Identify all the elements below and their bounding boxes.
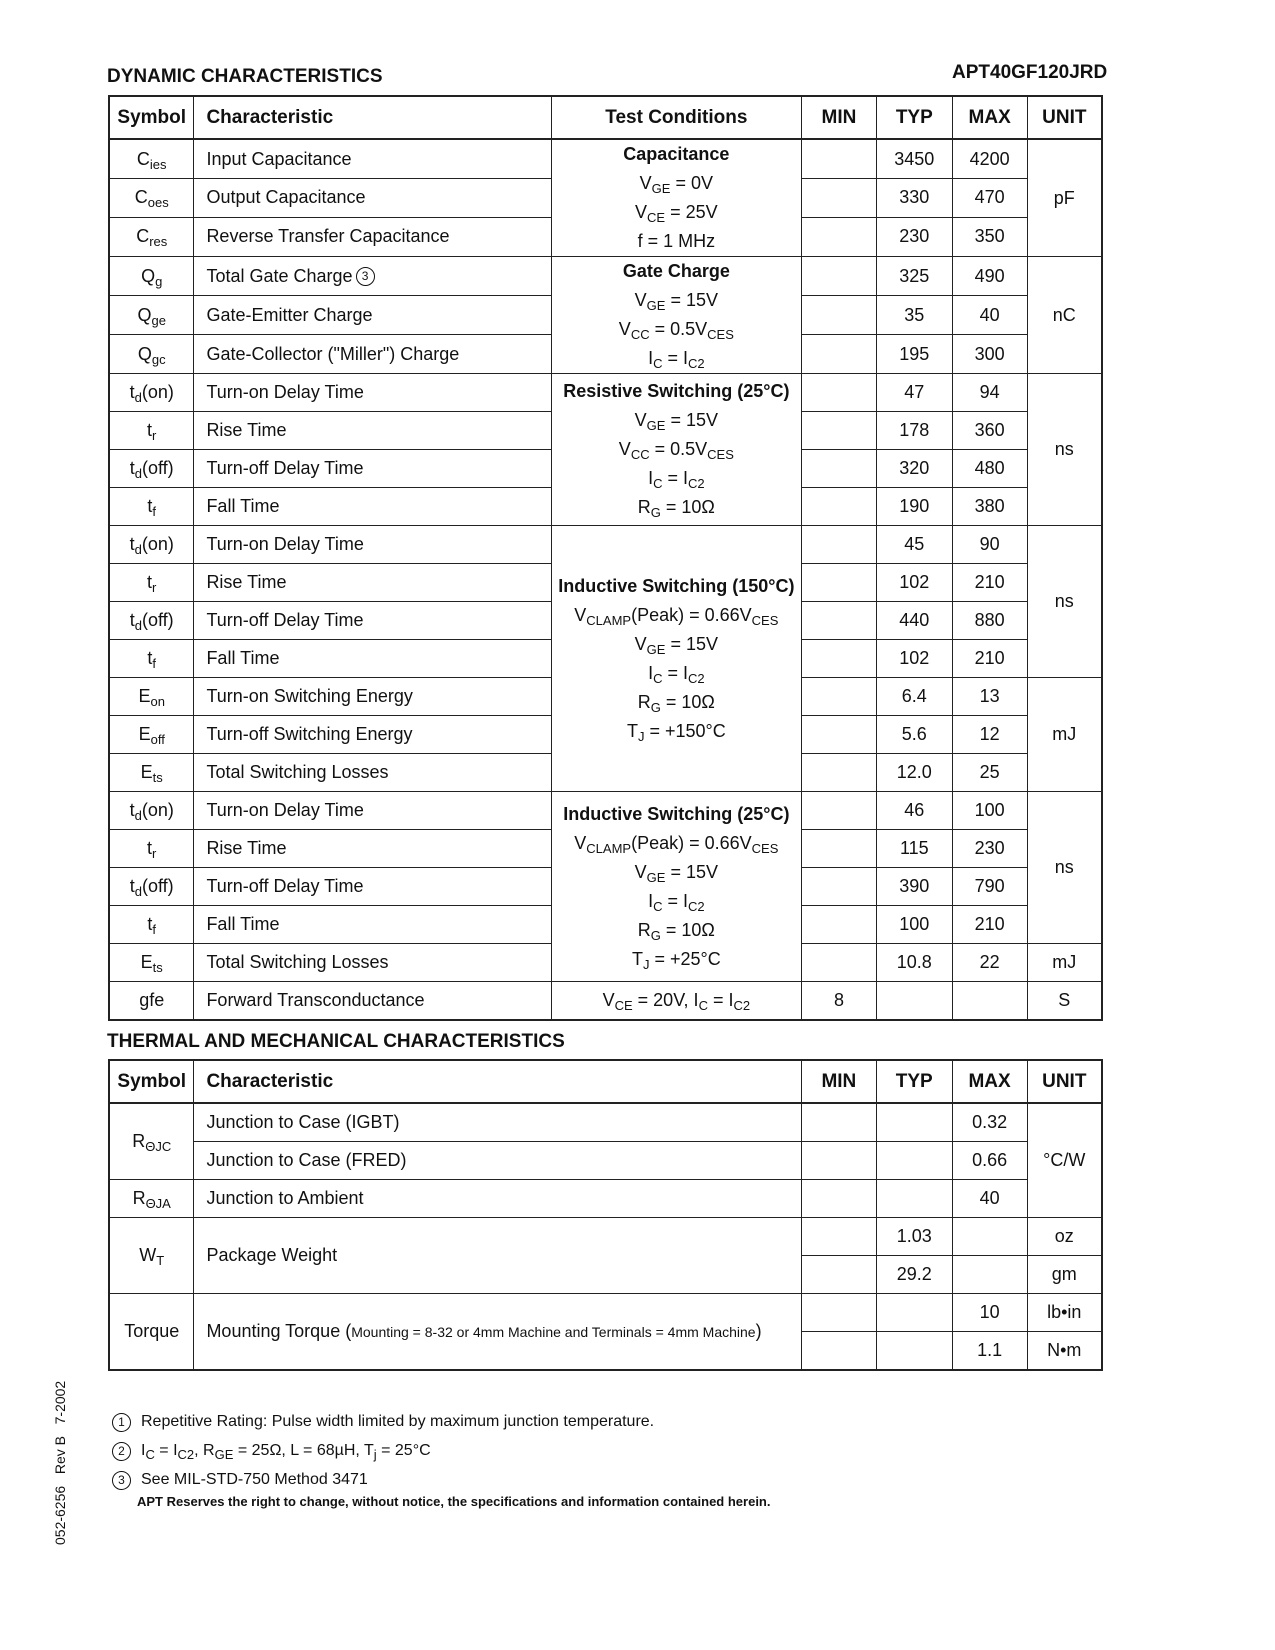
characteristic-cell: Turn-off Switching Energy [194, 716, 551, 754]
symbol-cell: $t_d(on)$ [109, 792, 194, 830]
test-conditions-cell: Gate Charge $V_{GE} = 15V$ $V_{CC} = 0.5V_{CES}$ $I_C = I_{C2}$ [551, 257, 801, 374]
typ-cell [876, 1142, 952, 1180]
min-cell [802, 412, 877, 450]
symbol-cell: $Q_{gc}$ [109, 335, 194, 374]
max-cell: 790 [952, 868, 1027, 906]
symbol-cell: $t_d(off)$ [109, 868, 194, 906]
footnote-2: 2 $I_C = I_{C2}$, $R_{GE} = 25\Omega$, L = 68µH, $T_j = 25^\circ C$ [112, 1442, 431, 1461]
typ-cell: 45 [876, 526, 952, 564]
max-cell: 880 [952, 602, 1027, 640]
document-revision: 052-6256 Rev B 7-2002 [52, 1380, 68, 1545]
max-cell: 300 [952, 335, 1027, 374]
characteristic-cell: Total Gate Charge 3 [194, 257, 551, 296]
min-cell [802, 217, 877, 256]
col-header-characteristic: Characteristic [194, 1060, 801, 1103]
symbol-cell: $E_{on}$ [109, 678, 194, 716]
typ-cell: 325 [876, 257, 952, 296]
typ-cell [876, 1180, 952, 1218]
characteristic-cell: Junction to Case (FRED) [194, 1142, 801, 1180]
test-conditions-cell: Resistive Switching (25°C) $V_{GE} = 15V$ $V_{CC} = 0.5V_{CES}$ $I_C = I_{C2}$ $R_G = 10\Omega$ [551, 374, 801, 526]
max-cell: 12 [952, 716, 1027, 754]
min-cell [802, 564, 877, 602]
max-cell: 40 [952, 296, 1027, 335]
min-cell [801, 1103, 876, 1142]
symbol-cell: Torque [109, 1294, 194, 1371]
typ-cell [876, 1332, 952, 1371]
table-row [109, 982, 1102, 1021]
min-cell: 8 [802, 982, 877, 1021]
symbol-cell: $t_f$ [109, 640, 194, 678]
test-conditions-cell: $V_{CE} = 20V$, $I_C = I_{C2}$ [551, 982, 801, 1021]
max-cell: 480 [952, 450, 1027, 488]
min-cell [801, 1142, 876, 1180]
symbol-cell: $t_d(on)$ [109, 526, 194, 564]
typ-cell: 12.0 [876, 754, 952, 792]
typ-cell: 330 [876, 179, 952, 218]
table-row [109, 1218, 1102, 1256]
min-cell [802, 374, 877, 412]
min-cell [801, 1256, 876, 1294]
characteristic-cell: Turn-on Delay Time [194, 792, 551, 830]
min-cell [802, 640, 877, 678]
typ-cell: 178 [876, 412, 952, 450]
symbol-cell: $W_T$ [109, 1218, 194, 1294]
characteristic-cell: Rise Time [194, 830, 551, 868]
footnote-1: 1 Repetitive Rating: Pulse width limited by maximum junction temperature. [112, 1413, 654, 1432]
footnote-ref-icon: 3 [356, 267, 375, 286]
unit-cell: ns [1027, 374, 1102, 526]
min-cell [802, 868, 877, 906]
col-header-min: MIN [802, 96, 877, 139]
typ-cell: 6.4 [876, 678, 952, 716]
section-title-dynamic: DYNAMIC CHARACTERISTICS [107, 66, 383, 87]
min-cell [801, 1180, 876, 1218]
characteristic-cell: Fall Time [194, 640, 551, 678]
min-cell [802, 450, 877, 488]
typ-cell: 190 [876, 488, 952, 526]
max-cell: 1.1 [952, 1332, 1027, 1371]
max-cell: 13 [952, 678, 1027, 716]
symbol-cell: $C_{res}$ [109, 217, 194, 256]
characteristic-cell: Package Weight [194, 1218, 801, 1294]
min-cell [802, 257, 877, 296]
typ-cell: 3450 [876, 139, 952, 179]
col-header-max: MAX [952, 1060, 1027, 1103]
min-cell [802, 296, 877, 335]
symbol-cell: $t_f$ [109, 906, 194, 944]
characteristic-cell: Turn-off Delay Time [194, 450, 551, 488]
min-cell [802, 716, 877, 754]
max-cell: 210 [952, 564, 1027, 602]
characteristic-cell: Forward Transconductance [194, 982, 551, 1021]
unit-cell: mJ [1027, 944, 1102, 982]
unit-cell: ns [1027, 526, 1102, 678]
max-cell: 4200 [952, 139, 1027, 179]
max-cell [952, 1256, 1027, 1294]
max-cell [952, 1218, 1027, 1256]
table-row [109, 1180, 1102, 1218]
typ-cell: 46 [876, 792, 952, 830]
min-cell [802, 526, 877, 564]
max-cell: 380 [952, 488, 1027, 526]
min-cell [802, 139, 877, 179]
typ-cell [876, 1103, 952, 1142]
test-conditions-cell: Inductive Switching (25°C) $V_{CLAMP}(Peak) = 0.66V_{CES}$ $V_{GE} = 15V$ $I_C = I_{C2}$ $R_G = 10\Omega$ $T_J = +25^\circ C$ [551, 792, 801, 982]
max-cell: 0.32 [952, 1103, 1027, 1142]
min-cell [802, 179, 877, 218]
unit-cell: gm [1027, 1256, 1102, 1294]
symbol-cell: $C_{oes}$ [109, 179, 194, 218]
characteristic-cell: Fall Time [194, 488, 551, 526]
symbol-cell: $t_r$ [109, 830, 194, 868]
typ-cell: 102 [876, 564, 952, 602]
typ-cell: 100 [876, 906, 952, 944]
footnote-3: 3 See MIL-STD-750 Method 3471 [112, 1471, 368, 1490]
typ-cell: 102 [876, 640, 952, 678]
disclaimer: APT Reserves the right to change, without notice, the specifications and information contained herein. [137, 1494, 771, 1509]
unit-cell: mJ [1027, 678, 1102, 792]
col-header-unit: UNIT [1027, 1060, 1102, 1103]
min-cell [802, 906, 877, 944]
symbol-cell: $t_d(off)$ [109, 450, 194, 488]
part-number: APT40GF120JRD [952, 62, 1108, 83]
col-header-typ: TYP [876, 96, 952, 139]
typ-cell: 230 [876, 217, 952, 256]
symbol-cell: $t_d(off)$ [109, 602, 194, 640]
footnote-number-1: 1 [112, 1413, 131, 1432]
max-cell: 360 [952, 412, 1027, 450]
typ-cell: 390 [876, 868, 952, 906]
unit-cell: ns [1027, 792, 1102, 944]
typ-cell: 320 [876, 450, 952, 488]
dynamic-characteristics-table [108, 95, 1103, 1021]
typ-cell: 115 [876, 830, 952, 868]
unit-cell: S [1027, 982, 1102, 1021]
table-row [109, 526, 1102, 564]
min-cell [802, 792, 877, 830]
characteristic-cell: Turn-on Switching Energy [194, 678, 551, 716]
section-title-thermal: THERMAL AND MECHANICAL CHARACTERISTICS [107, 1031, 565, 1052]
symbol-cell: $E_{ts}$ [109, 944, 194, 982]
col-header-unit: UNIT [1027, 96, 1102, 139]
typ-cell [876, 982, 952, 1021]
max-cell [952, 982, 1027, 1021]
characteristic-cell: Total Switching Losses [194, 944, 551, 982]
table-row [109, 374, 1102, 412]
typ-cell: 29.2 [876, 1256, 952, 1294]
min-cell [801, 1332, 876, 1371]
max-cell: 25 [952, 754, 1027, 792]
col-header-symbol: Symbol [109, 1060, 194, 1103]
table-header-row [109, 96, 1102, 139]
symbol-cell: $R_{\Theta JA}$ [109, 1180, 194, 1218]
max-cell: 22 [952, 944, 1027, 982]
max-cell: 40 [952, 1180, 1027, 1218]
col-header-min: MIN [801, 1060, 876, 1103]
characteristic-cell: Mounting Torque (Mounting = 8-32 or 4mm Machine and Terminals = 4mm Machine) [194, 1294, 801, 1371]
typ-cell: 5.6 [876, 716, 952, 754]
max-cell: 210 [952, 640, 1027, 678]
symbol-cell: $t_r$ [109, 412, 194, 450]
max-cell: 230 [952, 830, 1027, 868]
max-cell: 90 [952, 526, 1027, 564]
thermal-characteristics-table [108, 1059, 1103, 1371]
symbol-cell: $C_{ies}$ [109, 139, 194, 179]
footnote-number-3: 3 [112, 1471, 131, 1490]
typ-cell: 440 [876, 602, 952, 640]
characteristic-cell: Junction to Case (IGBT) [194, 1103, 801, 1142]
min-cell [801, 1218, 876, 1256]
unit-cell: nC [1027, 257, 1102, 374]
characteristic-cell: Gate-Collector ("Miller") Charge [194, 335, 551, 374]
typ-cell [876, 1294, 952, 1332]
col-header-symbol: Symbol [109, 96, 194, 139]
symbol-cell: gfe [109, 982, 194, 1021]
col-header-test-conditions: Test Conditions [551, 96, 801, 139]
typ-cell: 47 [876, 374, 952, 412]
symbol-cell: $E_{off}$ [109, 716, 194, 754]
max-cell: 490 [952, 257, 1027, 296]
unit-cell: oz [1027, 1218, 1102, 1256]
max-cell: 100 [952, 792, 1027, 830]
table-header-row [109, 1060, 1102, 1103]
max-cell: 210 [952, 906, 1027, 944]
max-cell: 10 [952, 1294, 1027, 1332]
characteristic-cell: Rise Time [194, 412, 551, 450]
characteristic-cell: Output Capacitance [194, 179, 551, 218]
characteristic-cell: Turn-off Delay Time [194, 602, 551, 640]
min-cell [801, 1294, 876, 1332]
min-cell [802, 335, 877, 374]
symbol-cell: $R_{\Theta JC}$ [109, 1103, 194, 1180]
characteristic-cell: Junction to Ambient [194, 1180, 801, 1218]
symbol-cell: $Q_{ge}$ [109, 296, 194, 335]
symbol-cell: $t_f$ [109, 488, 194, 526]
test-conditions-cell: Inductive Switching (150°C) $V_{CLAMP}(Peak) = 0.66V_{CES}$ $V_{GE} = 15V$ $I_C = I_{C2}$ $R_G = 10\Omega$ $T_J = +150^\circ C$ [551, 526, 801, 792]
unit-cell: pF [1027, 139, 1102, 257]
table-row [109, 139, 1102, 179]
typ-cell: 1.03 [876, 1218, 952, 1256]
characteristic-cell: Turn-on Delay Time [194, 374, 551, 412]
characteristic-cell: Gate-Emitter Charge [194, 296, 551, 335]
typ-cell: 10.8 [876, 944, 952, 982]
symbol-cell: $E_{ts}$ [109, 754, 194, 792]
characteristic-cell: Turn-off Delay Time [194, 868, 551, 906]
test-conditions-cell: Capacitance $V_{GE} = 0V$ $V_{CE} = 25V$ f = 1 MHz [551, 139, 801, 257]
min-cell [802, 944, 877, 982]
col-header-characteristic: Characteristic [194, 96, 551, 139]
min-cell [802, 488, 877, 526]
table-row [109, 257, 1102, 296]
symbol-cell: $Q_g$ [109, 257, 194, 296]
max-cell: 350 [952, 217, 1027, 256]
col-header-max: MAX [952, 96, 1027, 139]
max-cell: 94 [952, 374, 1027, 412]
max-cell: 470 [952, 179, 1027, 218]
characteristic-cell: Total Switching Losses [194, 754, 551, 792]
typ-cell: 195 [876, 335, 952, 374]
col-header-typ: TYP [876, 1060, 952, 1103]
characteristic-cell: Fall Time [194, 906, 551, 944]
unit-cell: lb•in [1027, 1294, 1102, 1332]
characteristic-cell: Input Capacitance [194, 139, 551, 179]
characteristic-cell: Reverse Transfer Capacitance [194, 217, 551, 256]
characteristic-cell: Turn-on Delay Time [194, 526, 551, 564]
symbol-cell: $t_r$ [109, 564, 194, 602]
unit-cell: °C/W [1027, 1103, 1102, 1218]
min-cell [802, 602, 877, 640]
unit-cell: N•m [1027, 1332, 1102, 1371]
symbol-cell: $t_d(on)$ [109, 374, 194, 412]
table-row [109, 1294, 1102, 1332]
max-cell: 0.66 [952, 1142, 1027, 1180]
min-cell [802, 754, 877, 792]
table-row [109, 792, 1102, 830]
table-row [109, 1103, 1102, 1142]
characteristic-cell: Rise Time [194, 564, 551, 602]
min-cell [802, 678, 877, 716]
footnote-number-2: 2 [112, 1442, 131, 1461]
typ-cell: 35 [876, 296, 952, 335]
min-cell [802, 830, 877, 868]
table-row [109, 1142, 1102, 1180]
